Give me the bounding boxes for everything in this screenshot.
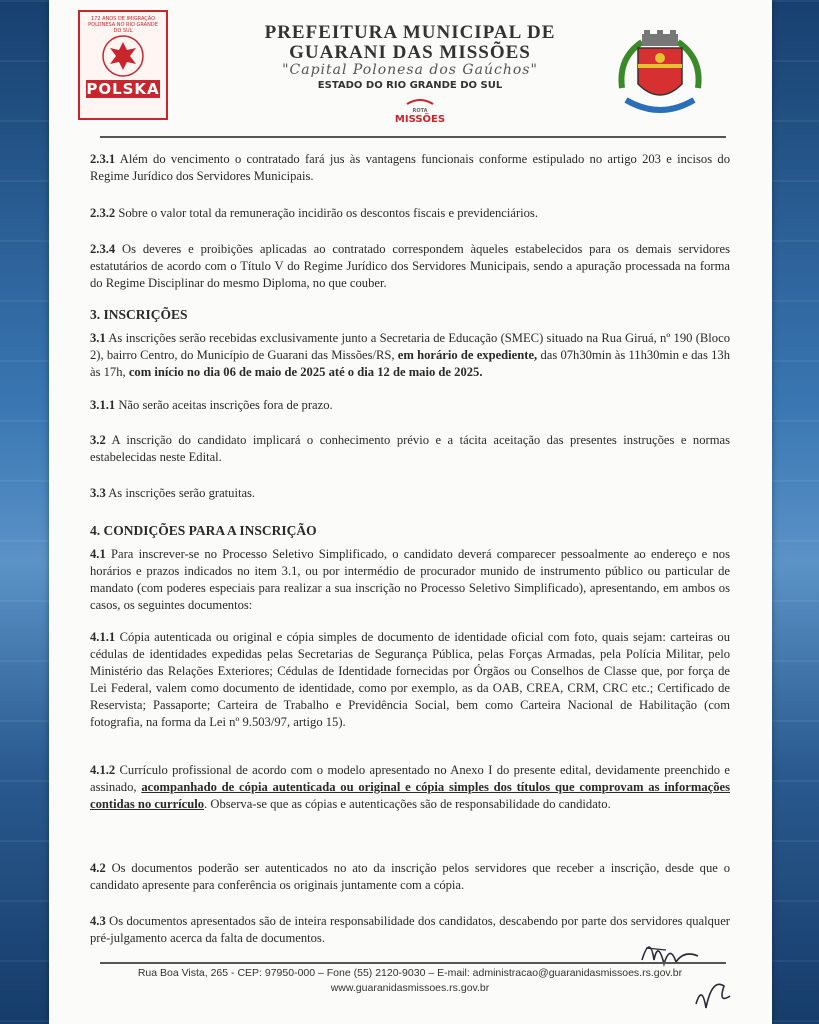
section-heading-4: 4. CONDIÇÕES PARA A INSCRIÇÃO: [90, 523, 317, 538]
clause-4-2: 4.2 Os documentos poderão ser autenticados no ato da inscrição pelos servidores que receber a inscrição, desde que o candidato apresente para conferência os originais juntamente com a cópia.: [90, 861, 730, 892]
clause-4-1: 4.1 Para inscrever-se no Processo Seletivo Simplificado, o candidato deverá comparecer pessoalmente ao endereço e nos horários e prazos indicados no item 3.1, ou por intermédio de procurador munido de instrumento público ou particular de mandato (com poderes especiais para realizar a sua inscrição no Processo Seletivo Simplificado), apresentando, em ambos os casos, os seguintes documentos:: [90, 547, 730, 612]
eagle-icon: [102, 34, 144, 78]
header-title-line2: GUARANI DAS MISSÕES: [289, 42, 531, 63]
header-state: ESTADO DO RIO GRANDE DO SUL: [317, 80, 503, 91]
clause-4-3: 4.3 Os documentos apresentados são de inteira responsabilidade dos candidatos, descabendo por parte dos servidores qualquer pré-julgamento acerca da falta de documentos.: [90, 914, 730, 945]
header-title-line1: PREFEITURA MUNICIPAL DE: [264, 22, 556, 43]
footer-divider: [100, 962, 726, 964]
polska-logo: [78, 10, 168, 120]
background-left: [0, 0, 50, 1024]
footer-website: www.guaranidasmissoes.rs.gov.br: [330, 982, 490, 994]
rota-small: ROTA: [412, 108, 428, 114]
rota-word: MISSÕES: [394, 114, 446, 125]
initials-mark: [690, 974, 740, 1018]
footer-address: Rua Boa Vista, 265 - CEP: 97950-000 – Fone (55) 2120-9030 – E-mail: administracao@guaranidasmissoes.rs.gov.br: [137, 967, 683, 979]
coat-of-arms-icon: [612, 28, 708, 124]
cross-icon: [405, 96, 435, 106]
section-heading-3: 3. INSCRIÇÕES: [90, 307, 188, 322]
clause-4-1-1: 4.1.1 Cópia autenticada ou original e cópia simples de documento de identidade oficial com foto, quais sejam: carteiras ou cédulas de identidades expedidas pelas Secretarias de Segurança Pública, pelas Forças Armadas, pela Polícia Militar, pelo Ministério das Relações Exteriores; Cédulas de Identidade fornecidas por Órgãos ou Conselhos de Classe que, por força de Lei Federal, valem como documento de identidade, como por exemplo, as da OAB, CREA, CRM, CRC etc.; Certificado de Reservista; Passaporte; Carteira de Trabalho e Previdência Social, bem como Carteira Nacional de Habilitação (com fotografia, na forma da Lei nº 9.503/97, artigo 15).: [90, 630, 730, 729]
rota-missoes-logo: [390, 96, 450, 125]
header-slogan: "Capital Polonesa dos Gaúchos": [282, 62, 538, 78]
clause-3-1-1: 3.1.1 Não serão aceitas inscrições fora de prazo.: [90, 398, 333, 412]
polska-word: POLSKA: [86, 80, 160, 98]
clause-3-3: 3.3 As inscrições serão gratuitas.: [90, 486, 256, 500]
clause-3-1: 3.1 As inscrições serão recebidas exclusivamente junto a Secretaria de Educação (SMEC) situado na Rua Giruá, nº 190 (Bloco 2), bairro Centro, do Município de Guarani das Missões/RS, em horário de expediente, das 07h30min às 11h30min e das 13h às 17h, com início no dia 06 de maio de 2025 até o dia 12 de maio de 2025.: [90, 331, 731, 379]
clause-4-1-2: 4.1.2 Currículo profissional de acordo com o modelo apresentado no Anexo I do presente edital, devidamente preenchido e assinado, acompanhado de cópia autenticada ou original e cópia simples dos títulos que comprovam as informações contidas no currículo. Observa-se que as cópias e autenticações são de responsabilidade do candidato.: [90, 763, 731, 811]
header-divider: [100, 136, 726, 138]
clause-2-3-4: 2.3.4 Os deveres e proibições aplicadas ao contratado correspondem àqueles estabelecidos para os demais servidores estatutários de acordo com o Título V do Regime Jurídico dos Servidores Municipais, sendo a apuração processada na forma do Regime Disciplinar do mesmo Diploma, no que couber.: [90, 242, 730, 290]
clause-2-3-2: 2.3.2 Sobre o valor total da remuneração incidirão os descontos fiscais e previdenciários.: [90, 206, 538, 220]
polska-logo-caption: 172 ANOS DE IMIGRAÇÃO POLONESA NO RIO GRANDE DO SUL: [88, 16, 158, 34]
background-right: [771, 0, 819, 1024]
clause-3-2: 3.2 A inscrição do candidato implicará o conhecimento prévio e a tácita aceitação das presentes instruções e normas estabelecidas neste Edital.: [90, 433, 730, 464]
clause-2-3-1: 2.3.1 Além do vencimento o contratado fará jus às vantagens funcionais conforme estipulado no artigo 203 e incisos do Regime Jurídico dos Servidores Municipais.: [90, 152, 730, 183]
